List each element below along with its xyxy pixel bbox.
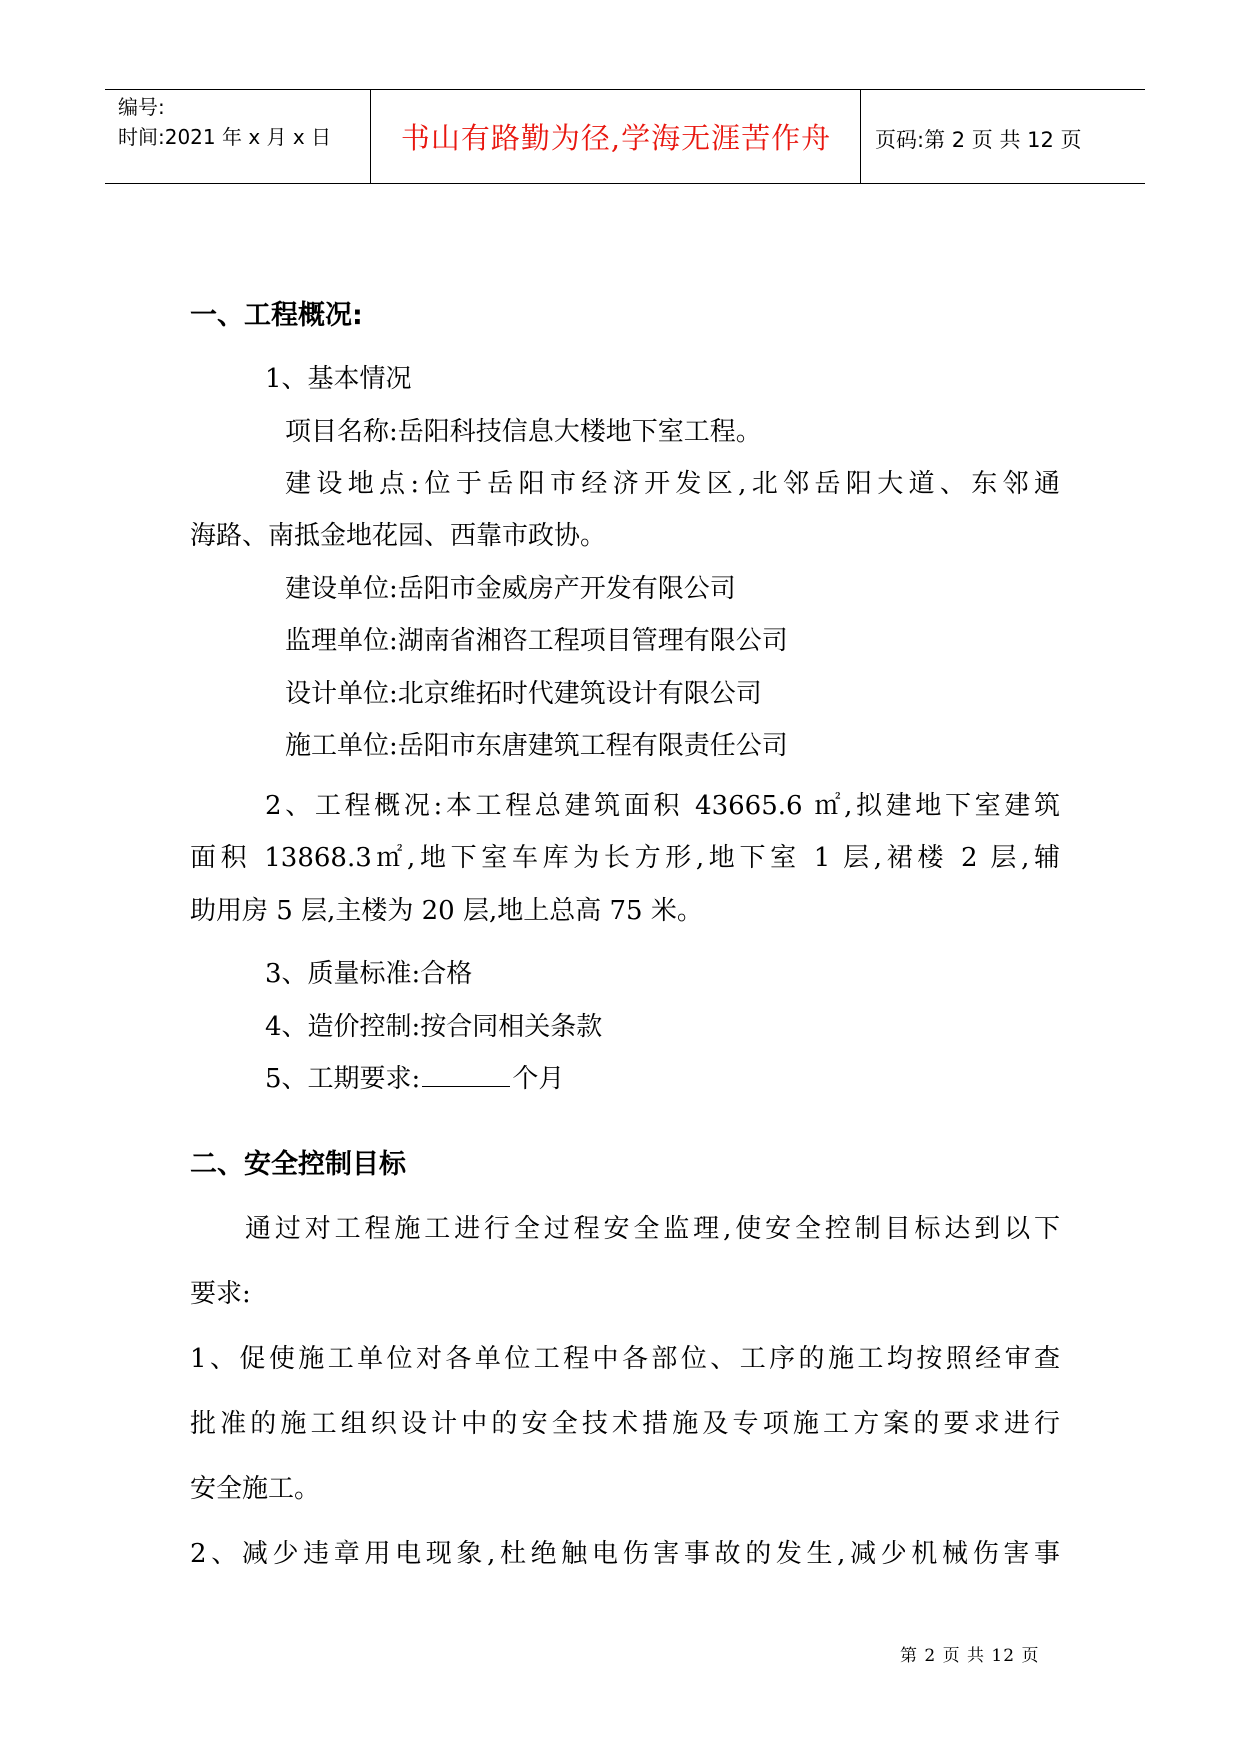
header-motto: 书山有路勤为径,学海无涯苦作舟 bbox=[400, 121, 832, 155]
overview-line-2: 面积 13868.3㎡,地下室车库为长方形,地下室 1 层,裙楼 2 层,辅 bbox=[190, 843, 1060, 873]
safety-item2-line-1: 2、减少违章用电现象,杜绝触电伤害事故的发生,减少机械伤害事 bbox=[190, 1539, 1060, 1569]
header-divider-right bbox=[860, 89, 861, 183]
header-bottom-rule bbox=[105, 183, 1145, 184]
duration-prefix: 5、工期要求: bbox=[265, 1064, 421, 1094]
cost-line: 4、造价控制:按合同相关条款 bbox=[265, 1012, 603, 1042]
header-divider-left bbox=[370, 89, 371, 183]
quality-line: 3、质量标准:合格 bbox=[265, 959, 473, 989]
duration-suffix: 个月 bbox=[512, 1064, 565, 1094]
header-page-info: 页码:第 2 页 共 12 页 bbox=[875, 128, 1082, 152]
supervisor-line: 监理单位:湖南省湘咨工程项目管理有限公司 bbox=[285, 626, 788, 656]
location-line-2: 海路、南抵金地花园、西靠市政协。 bbox=[190, 521, 607, 551]
footer-page-number: 第 2 页 共 12 页 bbox=[900, 1646, 1040, 1666]
basic-info-heading: 1、基本情况 bbox=[265, 364, 412, 394]
overview-line-1: 2、工程概况:本工程总建筑面积 43665.6 ㎡,拟建地下室建筑 bbox=[265, 791, 1060, 821]
duration-line bbox=[265, 1058, 1135, 1095]
duration-blank bbox=[422, 1066, 510, 1087]
safety-intro-line-2: 要求: bbox=[190, 1279, 251, 1309]
project-name-line: 项目名称:岳阳科技信息大楼地下室工程。 bbox=[285, 417, 762, 447]
header-top-rule bbox=[105, 89, 1145, 90]
safety-intro-line-1: 通过对工程施工进行全过程安全监理,使安全控制目标达到以下 bbox=[245, 1214, 1060, 1244]
designer-line: 设计单位:北京维拓时代建筑设计有限公司 bbox=[285, 679, 762, 709]
overview-line-3: 助用房 5 层,主楼为 20 层,地上总高 75 米。 bbox=[190, 896, 703, 926]
safety-item1-line-1: 1、促使施工单位对各单位工程中各部位、工序的施工均按照经审查 bbox=[190, 1344, 1060, 1374]
section-title-overview: 一、工程概况: bbox=[190, 300, 363, 331]
safety-item1-line-2: 批准的施工组织设计中的安全技术措施及专项施工方案的要求进行 bbox=[190, 1409, 1060, 1439]
header-number-label: 编号: bbox=[118, 95, 165, 119]
section-title-safety-goals: 二、安全控制目标 bbox=[190, 1149, 406, 1180]
safety-item1-line-3: 安全施工。 bbox=[190, 1474, 321, 1504]
contractor-line: 施工单位:岳阳市东唐建筑工程有限责任公司 bbox=[285, 731, 788, 761]
header-meta bbox=[118, 92, 331, 152]
location-line-1: 建设地点:位于岳阳市经济开发区,北邻岳阳大道、东邻通 bbox=[285, 469, 1060, 499]
header-time-label: 时间:2021 年 x 月 x 日 bbox=[118, 125, 332, 149]
owner-line: 建设单位:岳阳市金威房产开发有限公司 bbox=[285, 574, 736, 604]
